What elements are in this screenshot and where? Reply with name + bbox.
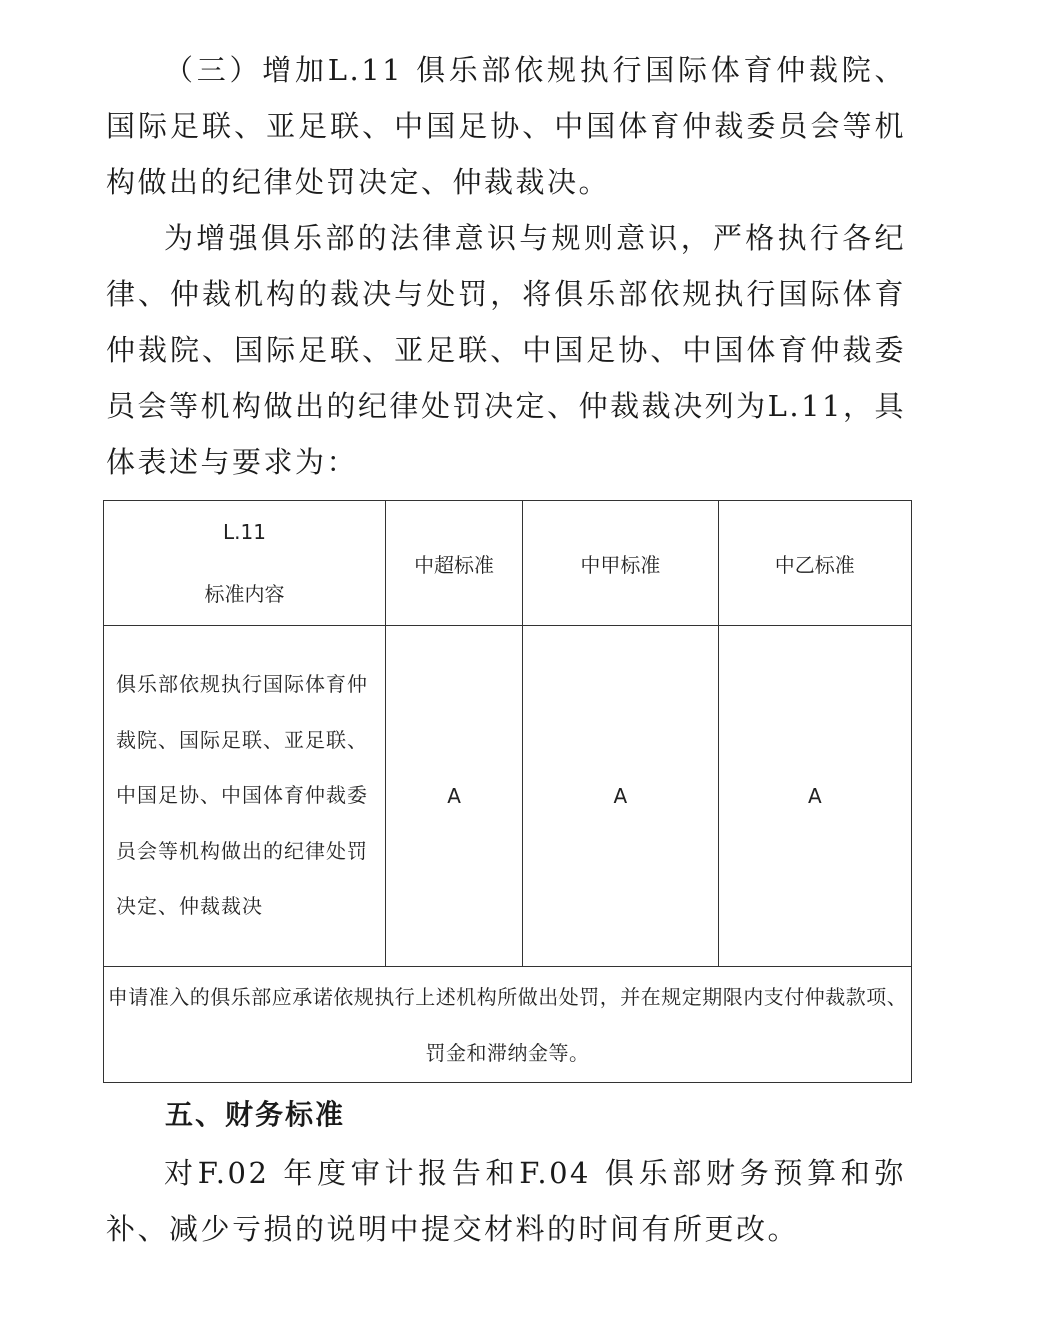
paragraph-finance: 对F.02 年度审计报告和F.04 俱乐部财务预算和弥补、减少亏损的说明中提交材料的时间有所更改。	[106, 1156, 906, 1246]
header-cell-csl: 中超标准	[385, 501, 522, 626]
note-cell	[104, 967, 912, 1083]
header-cell-content	[104, 501, 386, 626]
table-row	[104, 626, 912, 967]
header-cell-league1: 中甲标准	[523, 501, 718, 626]
section-heading-finance: 五、财务标准	[165, 1098, 346, 1131]
standard-content-cell: 俱乐部依规执行国际体育仲裁院、国际足联、亚足联、中国足协、中国体育仲裁委员会等机构做出的纪律处罚决定、仲裁裁决	[104, 626, 386, 967]
header-code: L.11	[222, 520, 266, 544]
grade-cell-league1: A	[523, 626, 718, 967]
header-cell-league2: 中乙标准	[718, 501, 911, 626]
table-header-row	[104, 501, 912, 626]
note-text: 申请准入的俱乐部应承诺依规执行上述机构所做出处罚，并在规定期限内支付仲裁款项、罚金和滞纳金等。	[107, 984, 908, 1065]
paragraph-item3: （三）增加L.11 俱乐部依规执行国际体育仲裁院、国际足联、亚足联、中国足协、中国体育仲裁委员会等机构做出的纪律处罚决定、仲裁裁决。	[106, 53, 906, 199]
table-note-row	[104, 967, 912, 1083]
paragraph-explanation: 为增强俱乐部的法律意识与规则意识，严格执行各纪律、仲裁机构的裁决与处罚，将俱乐部依规执行国际体育仲裁院、国际足联、亚足联、中国足协、中国体育仲裁委员会等机构做出的纪律处罚决定、仲裁裁决列为L.11，具体表述与要求为：	[106, 221, 906, 479]
grade-cell-csl: A	[385, 626, 522, 967]
grade-cell-league2: A	[718, 626, 911, 967]
header-content-label: 标准内容	[204, 582, 285, 606]
standards-table	[103, 500, 912, 1083]
